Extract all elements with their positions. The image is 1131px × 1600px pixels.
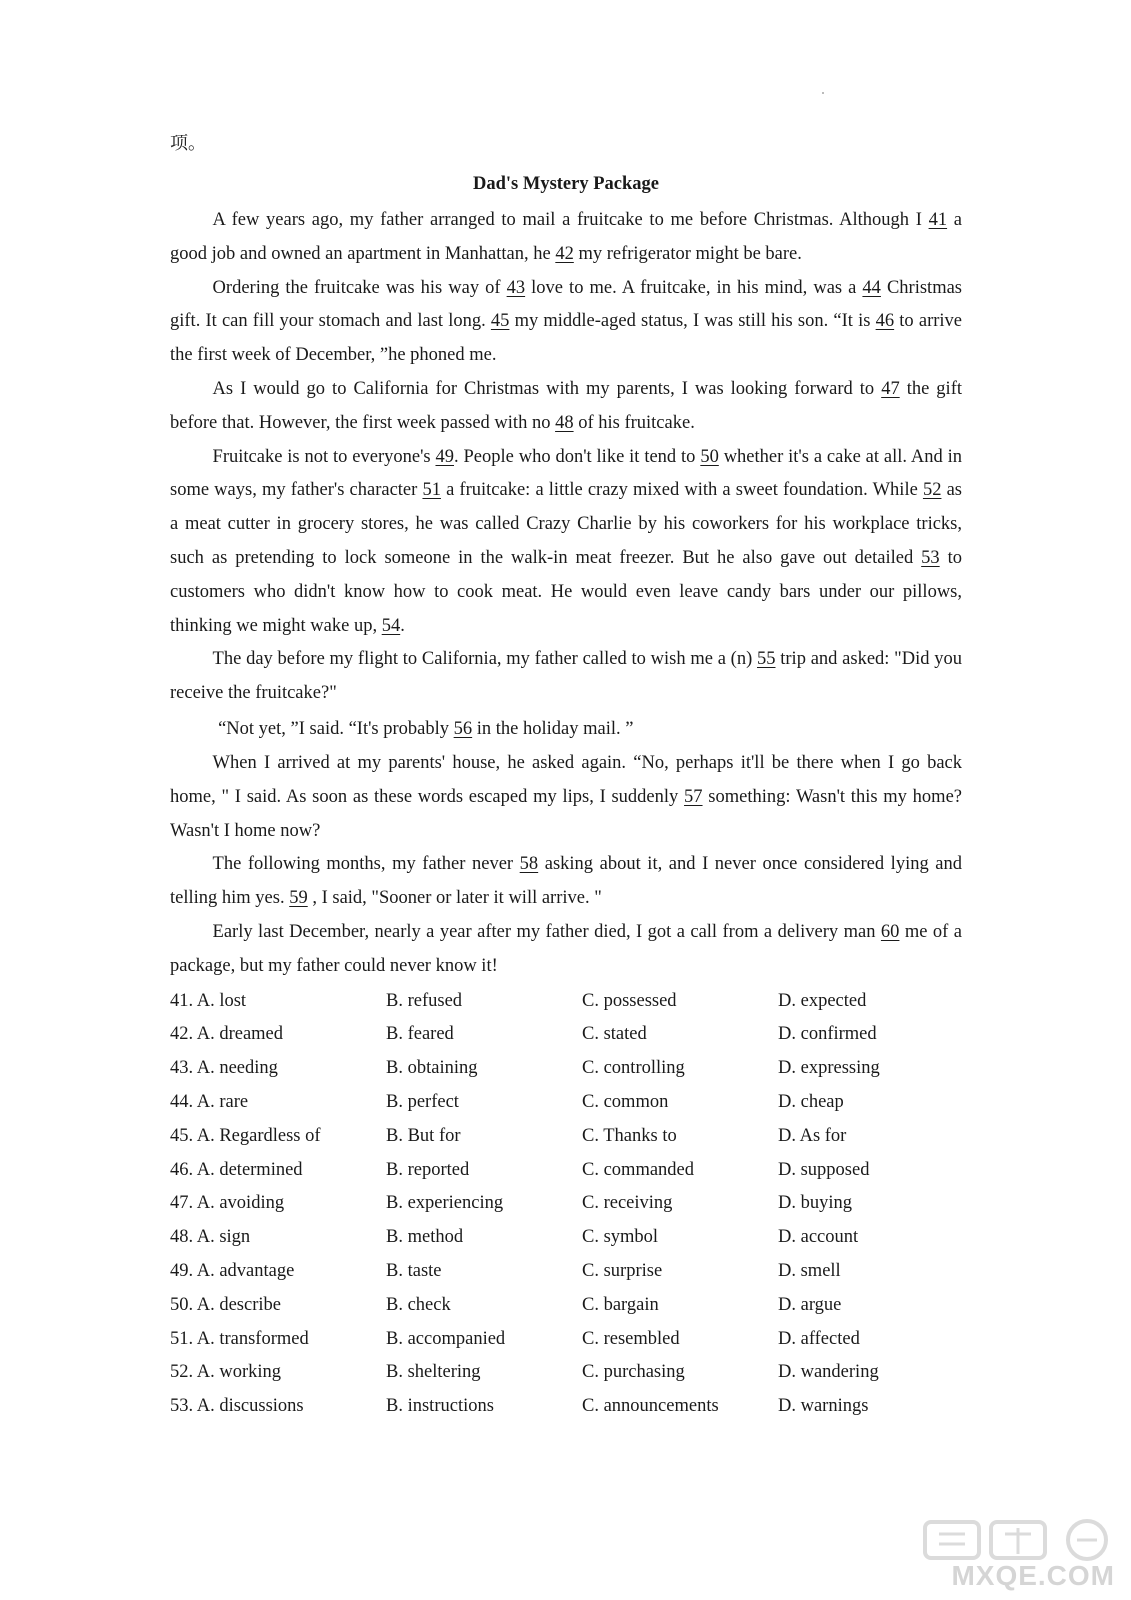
option-row <box>170 1120 962 1154</box>
blank-number: 58 <box>519 854 539 875</box>
passage-text: me of a package, but my father could never know it! <box>170 921 962 976</box>
option-choice: D. smell <box>778 1260 841 1281</box>
passage-text: trip and asked: "Did you receive the fruitcake?" <box>170 649 962 704</box>
site-watermark <box>909 1518 1119 1592</box>
passage-paragraph <box>170 204 962 272</box>
option-choice: B. instructions <box>386 1396 494 1417</box>
option-choice: B. taste <box>386 1260 442 1281</box>
passage-text: in the holiday mail. ” <box>472 718 634 739</box>
document-page <box>170 128 962 1424</box>
option-row <box>170 1154 962 1188</box>
passage-paragraph <box>170 711 962 747</box>
option-choice: 49. A. advantage <box>170 1260 295 1281</box>
option-choice: C. common <box>582 1091 669 1112</box>
option-row <box>170 1356 962 1390</box>
passage-text: Early last December, nearly a year after my father died, I got a call from a delivery man <box>212 921 881 942</box>
blank-number: 55 <box>757 649 776 670</box>
answer-options <box>170 985 962 1424</box>
option-choice: 50. A. describe <box>170 1294 281 1315</box>
option-choice: D. expressing <box>778 1058 880 1079</box>
option-choice: D. supposed <box>778 1159 870 1180</box>
blank-number: 52 <box>922 480 942 501</box>
blank-number: 41 <box>928 210 948 230</box>
option-row <box>170 1187 962 1221</box>
option-choice: C. bargain <box>582 1294 659 1315</box>
option-choice: 42. A. dreamed <box>170 1024 284 1045</box>
option-choice: B. refused <box>386 990 463 1011</box>
option-choice: D. As for <box>778 1125 847 1146</box>
blank-number: 45 <box>490 311 510 332</box>
passage-text: to customers who didn't know how to cook meat. He would even leave candy bars under our pillows, thinking we might wake up, <box>170 547 963 636</box>
passage-text: The day before my flight to California, my father called to wish me a (n) <box>212 649 757 670</box>
option-choice: C. receiving <box>582 1193 673 1214</box>
option-choice: C. surprise <box>582 1260 663 1281</box>
option-choice: 52. A. working <box>170 1362 281 1383</box>
option-row <box>170 1018 962 1052</box>
passage-text: my middle-aged status, I was still his son. “It is <box>509 311 876 332</box>
option-choice: C. possessed <box>582 990 677 1011</box>
blank-number: 50 <box>700 446 719 467</box>
option-choice: B. But for <box>386 1125 461 1146</box>
option-choice: C. commanded <box>582 1159 695 1180</box>
passage-text: the gift before that. However, the first week passed with no <box>170 378 963 433</box>
passage-text: “Not yet, ”I said. “It's probably <box>218 718 454 739</box>
option-choice: B. reported <box>386 1159 470 1180</box>
blank-number: 57 <box>684 786 703 807</box>
passage-text: , I said, "Sooner or later it will arrive. " <box>307 888 602 909</box>
option-choice: 51. A. transformed <box>170 1328 309 1349</box>
passage-text: Christmas gift. It can fill your stomach and last long. <box>170 277 963 332</box>
option-choice: B. obtaining <box>386 1058 478 1079</box>
option-row <box>170 1255 962 1289</box>
watermark-url: MXQE.COM <box>951 1560 1115 1591</box>
option-choice: 43. A. needing <box>170 1058 278 1079</box>
option-choice: C. controlling <box>582 1058 685 1079</box>
option-row <box>170 1323 962 1357</box>
blank-number: 46 <box>875 311 895 332</box>
option-choice: D. confirmed <box>778 1024 877 1045</box>
passage-body <box>170 204 962 984</box>
passage-text: When I arrived at my parents' house, he asked again. “No, perhaps it'll be there when I go back home, " I said. As soon as these words escaped my lips, I suddenly <box>170 752 962 807</box>
passage-text: The following months, my father never <box>212 854 520 875</box>
option-row <box>170 1086 962 1120</box>
blank-number: 51 <box>422 480 441 501</box>
passage-paragraph <box>170 272 962 373</box>
option-choice: 46. A. determined <box>170 1159 303 1180</box>
blank-number: 59 <box>289 888 308 909</box>
option-choice: C. Thanks to <box>582 1125 677 1146</box>
passage-text: a good job and owned an apartment in Manhattan, he <box>170 210 962 264</box>
option-choice: B. feared <box>386 1024 454 1045</box>
option-choice: B. accompanied <box>386 1328 506 1349</box>
blank-number: 44 <box>862 277 881 298</box>
scan-speck <box>822 92 824 94</box>
option-choice: C. purchasing <box>582 1362 685 1383</box>
option-choice: B. perfect <box>386 1091 459 1112</box>
watermark-logo-icon <box>919 1518 1119 1562</box>
blank-number: 42 <box>555 243 574 264</box>
passage-text: As I would go to California for Christmas with my parents, I was looking forward to <box>212 378 882 399</box>
passage-title: Dad's Mystery Package <box>473 174 659 194</box>
option-choice: 47. A. avoiding <box>170 1193 285 1214</box>
option-choice: B. method <box>386 1227 464 1248</box>
option-choice: D. affected <box>778 1328 860 1349</box>
passage-paragraph <box>170 747 962 848</box>
option-row <box>170 1289 962 1323</box>
passage-text: to arrive the first week of December, ”he phoned me. <box>170 311 962 366</box>
passage-text: A few years ago, my father arranged to mail a fruitcake to me before Christmas. Although I <box>212 210 929 230</box>
passage-text: . <box>400 615 405 636</box>
passage-text: my refrigerator might be bare. <box>573 243 802 264</box>
option-choice: D. wandering <box>778 1362 879 1383</box>
option-choice: 53. A. discussions <box>170 1396 304 1417</box>
option-choice: B. check <box>386 1294 451 1315</box>
option-row <box>170 1390 962 1424</box>
passage-paragraph <box>170 916 962 984</box>
option-choice: D. argue <box>778 1294 842 1315</box>
passage-text: of his fruitcake. <box>573 412 695 433</box>
blank-number: 53 <box>921 547 940 568</box>
passage-text: Fruitcake is not to everyone's <box>212 446 436 467</box>
passage-text: something: Wasn't this my home? Wasn't I home now? <box>170 786 962 841</box>
blank-number: 54 <box>381 615 401 636</box>
option-choice: D. account <box>778 1227 859 1248</box>
blank-number: 43 <box>506 277 526 298</box>
option-choice: C. resembled <box>582 1328 680 1349</box>
passage-text: as a meat cutter in grocery stores, he was called Crazy Charlie by his coworkers for his workplace tricks, such as pretending to lock someone in the walk-in meat freezer. But he also gave out detailed <box>170 480 962 568</box>
lead-fragment: 项。 <box>170 133 206 153</box>
option-choice: B. sheltering <box>386 1362 481 1383</box>
option-choice: D. expected <box>778 990 867 1011</box>
passage-text: whether it's a cake at all. And in some ways, my father's character <box>170 446 962 501</box>
option-choice: B. experiencing <box>386 1193 504 1214</box>
option-choice: C. stated <box>582 1024 647 1045</box>
passage-paragraph <box>170 848 962 916</box>
blank-number: 48 <box>555 412 574 433</box>
option-row <box>170 985 962 1019</box>
passage-text: a fruitcake: a little crazy mixed with a sweet foundation. While <box>440 480 923 501</box>
option-choice: C. symbol <box>582 1227 659 1248</box>
blank-number: 56 <box>453 718 473 739</box>
option-choice: 45. A. Regardless of <box>170 1125 321 1146</box>
option-choice: D. cheap <box>778 1091 844 1112</box>
blank-number: 60 <box>880 921 900 942</box>
option-choice: D. warnings <box>778 1396 869 1417</box>
passage-text: Ordering the fruitcake was his way of <box>212 277 507 298</box>
passage-paragraph <box>170 441 962 644</box>
option-choice: 48. A. sign <box>170 1227 251 1248</box>
blank-number: 49 <box>435 446 454 467</box>
passage-text: love to me. A fruitcake, in his mind, was a <box>525 277 863 298</box>
passage-text: . People who don't like it tend to <box>453 446 701 467</box>
option-row <box>170 1052 962 1086</box>
blank-number: 47 <box>881 378 900 399</box>
passage-paragraph <box>170 373 962 441</box>
option-choice: D. buying <box>778 1193 852 1214</box>
passage-text: asking about it, and I never once considered lying and telling him yes. <box>170 854 962 909</box>
option-row <box>170 1221 962 1255</box>
option-choice: 44. A. rare <box>170 1091 249 1112</box>
option-choice: C. announcements <box>582 1396 719 1417</box>
option-choice: 41. A. lost <box>170 990 247 1011</box>
passage-paragraph <box>170 643 962 711</box>
